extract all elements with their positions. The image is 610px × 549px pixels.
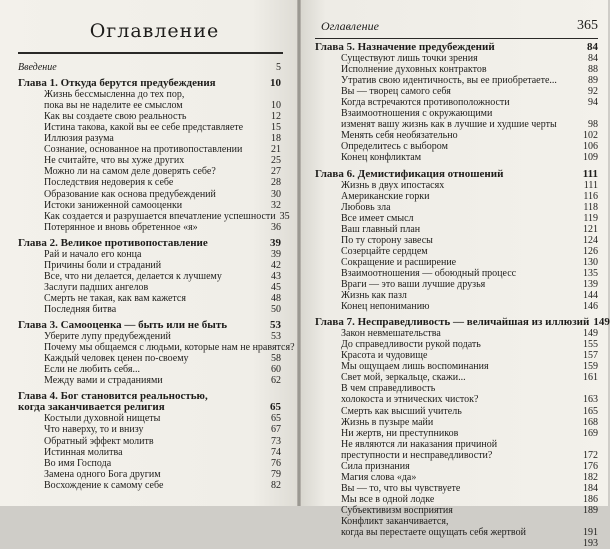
toc-entry: [18, 249, 281, 260]
toc-entry: [315, 141, 598, 152]
toc-page-number: 28: [271, 177, 281, 189]
toc-entry-title: Красота и чудовище: [341, 350, 428, 362]
toc-page-number: 184: [583, 482, 598, 494]
toc-page-number: 98: [588, 119, 598, 131]
toc-entry: [315, 53, 598, 64]
toc-entry: [315, 268, 598, 279]
toc-entry: [315, 130, 598, 141]
toc-entry: [18, 89, 281, 100]
toc-page-number: 118: [583, 201, 598, 213]
toc-page-number: 79: [271, 468, 281, 480]
toc-entry: [315, 152, 598, 163]
toc-entry-title: Уберите лупу предубеждений: [44, 331, 171, 343]
toc-entry: [18, 200, 281, 211]
toc-page-number: 25: [271, 155, 281, 167]
toc-page-number: 39: [270, 236, 281, 249]
toc-entry-title: Можно ли на самом деле доверять себе?: [44, 166, 216, 178]
toc-entry-title: Свет мой, зеркальце, скажи...: [341, 372, 466, 384]
toc-page-number: 121: [583, 223, 598, 235]
toc-entry-title: Когда встречаются противоположности: [341, 97, 510, 109]
toc-page-number: 84: [587, 41, 598, 53]
toc-entry-title: Закон невмешательства: [341, 328, 441, 340]
toc-page-number: 130: [583, 256, 598, 268]
toc-entry: [18, 189, 281, 200]
toc-entry: [18, 144, 281, 155]
toc-page-number: 163: [583, 394, 598, 406]
toc-entry-title: Если не любить себя...: [44, 364, 140, 376]
toc-entry: [315, 246, 598, 257]
toc-entry-title: Рай и начало его конца: [44, 248, 142, 260]
toc-entry-title: Менять себя необязательно: [341, 130, 458, 142]
toc-entry: [315, 417, 598, 428]
toc-entry-title: В чем справедливость: [341, 383, 436, 395]
toc-page-number: 65: [270, 401, 281, 414]
toc-page-number: 169: [583, 427, 598, 439]
toc-entry: [18, 177, 281, 188]
toc-entry: [315, 406, 598, 417]
title-rule: [18, 52, 283, 54]
toc-page-number: 53: [271, 331, 281, 343]
toc-page-number: 165: [583, 405, 598, 417]
toc-page-number: 74: [271, 446, 281, 458]
right-page: [301, 0, 610, 549]
toc-entry: [315, 483, 598, 494]
toc-entry: [18, 304, 281, 315]
toc-entry: [315, 394, 598, 405]
toc-page-number: 111: [583, 179, 598, 191]
toc-page-number: 149: [583, 328, 598, 340]
toc-page-number: 94: [588, 97, 598, 109]
toc-entry-title: Глава 3. Самооценка — быть или не быть: [18, 319, 228, 332]
toc-entry: [315, 108, 598, 119]
toc-entry: [18, 342, 295, 354]
toc-page-number: 89: [588, 75, 598, 87]
toc-entry: [315, 191, 598, 202]
toc-entry: [315, 339, 598, 350]
page-title: Оглавление: [89, 20, 220, 42]
toc-page-number: 88: [588, 64, 598, 76]
toc-chapter-entry: [315, 42, 598, 53]
toc-page-number: 193: [583, 538, 598, 549]
toc-entry-title: когда вы перестаете ощущать себя жертвой: [341, 527, 526, 539]
toc-entry: [18, 447, 281, 458]
toc-chapter-entry: [18, 238, 281, 249]
toc-entry-title: Сила признания: [341, 460, 410, 472]
toc-page-number: 111: [582, 167, 598, 180]
toc-entry-title: Мы ощущаем лишь воспоминания: [341, 361, 489, 373]
toc-page-number: 109: [583, 152, 598, 164]
toc-entry-title: Замена одного Бога другим: [44, 468, 161, 480]
toc-entry-title: Конец непониманию: [341, 301, 430, 313]
toc-entry: [315, 361, 598, 372]
toc-entry: [315, 328, 598, 339]
toc-entry: [315, 301, 598, 312]
toc-entry-title: Утратив свою идентичность, вы ее приобретаете...: [341, 75, 557, 87]
toc-entry-title: Вы — творец самого себя: [341, 86, 451, 98]
toc-entry: [315, 202, 598, 213]
toc-list-left: [18, 62, 295, 491]
toc-page-number: 172: [583, 449, 598, 461]
toc-entry: [18, 100, 281, 111]
toc-page-number: 67: [271, 424, 281, 436]
toc-page-number: 146: [583, 301, 598, 313]
toc-entry-title: Почему мы общаемся с людьми, которые нам не нравятся?: [44, 342, 295, 354]
toc-entry-title: Что наверху, то и внизу: [44, 424, 144, 436]
toc-page-number: 92: [588, 86, 598, 98]
toc-entry: [18, 353, 281, 364]
toc-page-number: 30: [271, 188, 281, 200]
toc-chapter-entry: [18, 320, 281, 331]
toc-entry-title: Сознание, основанное на противопоставлении: [44, 144, 243, 156]
toc-page-number: 58: [271, 353, 281, 365]
toc-entry: [18, 375, 281, 386]
toc-entry-title: Потерянное и вновь обретенное «я»: [44, 221, 198, 233]
toc-page-number: 27: [271, 166, 281, 178]
toc-page-number: 82: [271, 479, 281, 491]
toc-entry: [18, 282, 281, 293]
toc-page-number: 12: [271, 111, 281, 123]
toc-entry: [18, 155, 281, 166]
toc-page-number: 191: [583, 527, 598, 539]
toc-entry-title: Американские горки: [341, 190, 430, 202]
toc-entry-title: До справедливости рукой подать: [341, 339, 481, 351]
toc-entry: [18, 331, 281, 342]
toc-entry-title: Глава 2. Великое противопоставление: [18, 236, 208, 249]
page-number: 365: [577, 18, 598, 33]
toc-page-number: 36: [271, 221, 281, 233]
toc-entry-title: Жизнь как пазл: [341, 290, 407, 302]
toc-entry-title: Истоки заниженной самооценки: [44, 199, 183, 211]
toc-entry-title: Глава 7. Несправедливость — величайшая из иллюзий: [315, 316, 590, 329]
toc-entry-title: Истина такова, какой вы ее себе представляете: [44, 122, 244, 134]
toc-page-number: 18: [271, 133, 281, 145]
toc-entry-title: Существуют лишь точки зрения: [341, 53, 478, 65]
toc-page-number: 176: [583, 460, 598, 472]
toc-entry-title: холокоста и этнических чисток?: [341, 394, 479, 406]
toc-entry-title: Заслуги падших ангелов: [44, 281, 149, 293]
toc-entry-title: Обратный эффект молитв: [44, 435, 154, 447]
toc-entry-title: Созерцайте сердцем: [341, 245, 428, 257]
toc-entry-title: Как вы создаете свою реальность: [44, 111, 187, 123]
toc-entry: [315, 494, 598, 505]
toc-page-number: 126: [583, 245, 598, 257]
toc-entry: [18, 210, 290, 222]
toc-page-number: 159: [583, 361, 598, 373]
toc-entry-title: Образование как основа предубеждений: [44, 188, 216, 200]
toc-page-number: 50: [271, 303, 281, 315]
toc-page-number: 10: [271, 100, 281, 112]
toc-entry-title: Причины боли и страданий: [44, 259, 162, 271]
toc-page-number: 73: [271, 435, 281, 447]
toc-entry: [18, 424, 281, 435]
toc-entry-title: Взаимоотношения с окружающими: [341, 108, 493, 120]
toc-entry: [315, 461, 598, 472]
toc-entry-title: Все имеет смысл: [341, 212, 414, 224]
toc-entry-title: изменят вашу жизнь как в лучшие и худшие черты: [341, 119, 557, 131]
toc-entry: [18, 469, 281, 480]
running-head-title: Оглавление: [321, 19, 379, 33]
toc-page-number: 161: [583, 372, 598, 384]
toc-page-number: 119: [583, 212, 598, 224]
toc-page-number: 182: [583, 471, 598, 483]
toc-entry: [315, 472, 598, 483]
toc-entry: [18, 436, 281, 447]
toc-chapter-entry: [18, 402, 281, 413]
toc-entry-title: Глава 1. Откуда берутся предубеждения: [18, 77, 216, 90]
toc-entry: [18, 458, 281, 469]
toc-entry-title: Жизнь в пузыре майи: [341, 416, 434, 428]
toc-entry: [315, 97, 598, 108]
toc-entry-title: Введение: [18, 62, 57, 73]
toc-entry-title: Ваш главный план: [341, 223, 421, 235]
header-rule: [315, 38, 598, 39]
toc-page-number: 102: [583, 130, 598, 142]
toc-entry: [315, 428, 598, 439]
toc-entry-title: Восхождение к самому себе: [44, 479, 164, 491]
toc-entry-title: По ту сторону завесы: [341, 234, 433, 246]
toc-entry-title: Конец конфликтам: [341, 152, 422, 164]
toc-entry: [315, 350, 598, 361]
toc-entry-title: Любовь зла: [341, 201, 391, 213]
toc-page-number: 84: [588, 53, 598, 65]
toc-entry-title: Глава 4. Бог становится реальностью,: [18, 390, 208, 403]
toc-entry-title: Смерть не такая, как вам кажется: [44, 292, 186, 304]
toc-entry: [18, 413, 281, 424]
toc-entry: [18, 133, 281, 144]
toc-page-number: 60: [271, 364, 281, 376]
toc-entry: [315, 450, 598, 461]
toc-page-number: 116: [583, 190, 598, 202]
toc-entry-title: Не являются ли наказания причиной: [341, 438, 498, 450]
toc-entry-title: Костыли духовной нищеты: [44, 413, 161, 425]
toc-page-number: 155: [583, 339, 598, 351]
toc-entry: [18, 364, 281, 375]
toc-entry: [18, 111, 281, 122]
toc-page-number: 21: [271, 144, 281, 156]
toc-entry: [315, 538, 598, 549]
toc-entry-title: Исполнение духовных контрактов: [341, 64, 487, 76]
toc-entry: [315, 439, 598, 450]
toc-entry-title: когда заканчивается религия: [18, 401, 165, 414]
toc-entry-title: Смерть как высший учитель: [341, 405, 462, 417]
toc-entry: [315, 75, 598, 86]
toc-entry: [18, 122, 281, 133]
toc-chapter-entry: [18, 78, 281, 89]
toc-page-number: 106: [583, 141, 598, 153]
toc-page-number: 48: [271, 292, 281, 304]
toc-entry-title: Как создается и разрушается впечатление успешности: [44, 210, 276, 222]
toc-page-number: 149: [593, 316, 610, 329]
toc-entry: [315, 527, 598, 538]
toc-entry-title: Каждый человек ценен по-своему: [44, 353, 189, 365]
toc-entry-title: Все, что ни делается, делается к лучшему: [44, 270, 222, 282]
toc-page-number: 186: [583, 493, 598, 505]
toc-entry-title: Вы — то, что вы чувствуете: [341, 482, 461, 494]
toc-entry-title: Ни жертв, ни преступников: [341, 427, 459, 439]
running-header: [315, 16, 598, 34]
toc-page-number: 10: [270, 77, 281, 90]
toc-entry: [18, 260, 281, 271]
toc-entry: [315, 290, 598, 301]
toc-page-number: 43: [271, 270, 281, 282]
toc-page-number: 168: [583, 416, 598, 428]
toc-entry-title: Субъективизм восприятия: [341, 504, 453, 516]
toc-entry: [315, 64, 598, 75]
toc-page-number: 157: [583, 350, 598, 362]
toc-entry-title: Между вами и страданиями: [44, 375, 163, 387]
toc-entry: [18, 222, 281, 233]
toc-entry: [315, 279, 598, 290]
toc-entry-title: Во имя Господа: [44, 457, 112, 469]
toc-entry-title: преступности и несправедливости?: [341, 449, 493, 461]
toc-chapter-entry: [315, 169, 598, 180]
toc-entry: [18, 293, 281, 304]
toc-page-number: 39: [271, 248, 281, 260]
toc-entry: [315, 224, 598, 235]
toc-page-number: 135: [583, 267, 598, 279]
toc-page-number: 139: [583, 278, 598, 290]
toc-page-number: 53: [270, 319, 281, 332]
toc-entry: [315, 213, 598, 224]
toc-page-number: 45: [271, 281, 281, 293]
toc-page-number: 124: [583, 234, 598, 246]
toc-page-number: 15: [271, 122, 281, 134]
toc-page-number: 189: [583, 504, 598, 516]
toc-page-number: 32: [271, 199, 281, 211]
toc-entry: [18, 166, 281, 177]
toc-page-number: 62: [271, 375, 281, 387]
toc-entry: [18, 480, 281, 491]
toc-entry-title: Последствия недоверия к себе: [44, 177, 174, 189]
toc-chapter-entry: [315, 316, 610, 329]
toc-entry-title: Не считайте, что вы хуже других: [44, 155, 185, 167]
toc-entry-title: Глава 5. Назначение предубеждений: [315, 41, 495, 53]
toc-entry-title: Взаимоотношения — обоюдный процесс: [341, 267, 517, 279]
toc-entry: [315, 383, 598, 394]
toc-page-number: 42: [271, 259, 281, 271]
toc-intro-entry: [18, 62, 281, 73]
toc-page-number: 65: [271, 413, 281, 425]
toc-entry-title: пока вы не наделите ее смыслом: [44, 100, 183, 112]
toc-entry-title: Жизнь в двух ипостасях: [341, 179, 445, 191]
toc-entry: [315, 119, 598, 130]
toc-entry-title: Мы все в одной лодке: [341, 493, 435, 505]
toc-entry: [315, 505, 598, 516]
toc-entry: [315, 257, 598, 268]
toc-entry-title: Магия слова «да»: [341, 471, 417, 483]
toc-page-number: 144: [583, 290, 598, 302]
toc-entry-title: Истинная молитва: [44, 446, 123, 458]
toc-page-number: 35: [279, 210, 290, 222]
toc-entry-title: Последняя битва: [44, 303, 117, 315]
toc-entry-title: Иллюзия разума: [44, 133, 114, 145]
toc-entry: [315, 516, 598, 527]
toc-entry: [18, 271, 281, 282]
left-page: [0, 0, 297, 506]
toc-page-number: 76: [271, 457, 281, 469]
toc-entry: [315, 180, 598, 191]
toc-entry-title: Жизнь бессмысленна до тех пор,: [44, 89, 185, 101]
toc-entry-title: Конфликт заканчивается,: [341, 515, 449, 527]
toc-entry-title: Глава 6. Демистификация отношений: [315, 167, 504, 180]
toc-entry-title: Враги — это ваши лучшие друзья: [341, 278, 486, 290]
toc-entry: [315, 372, 598, 383]
toc-page-number: 5: [276, 62, 281, 73]
toc-entry: [315, 86, 598, 97]
toc-entry-title: Определитесь с выбором: [341, 141, 448, 153]
toc-list-right: [315, 41, 610, 549]
toc-entry-title: Сокращение и расширение: [341, 256, 457, 268]
toc-entry: [315, 235, 598, 246]
